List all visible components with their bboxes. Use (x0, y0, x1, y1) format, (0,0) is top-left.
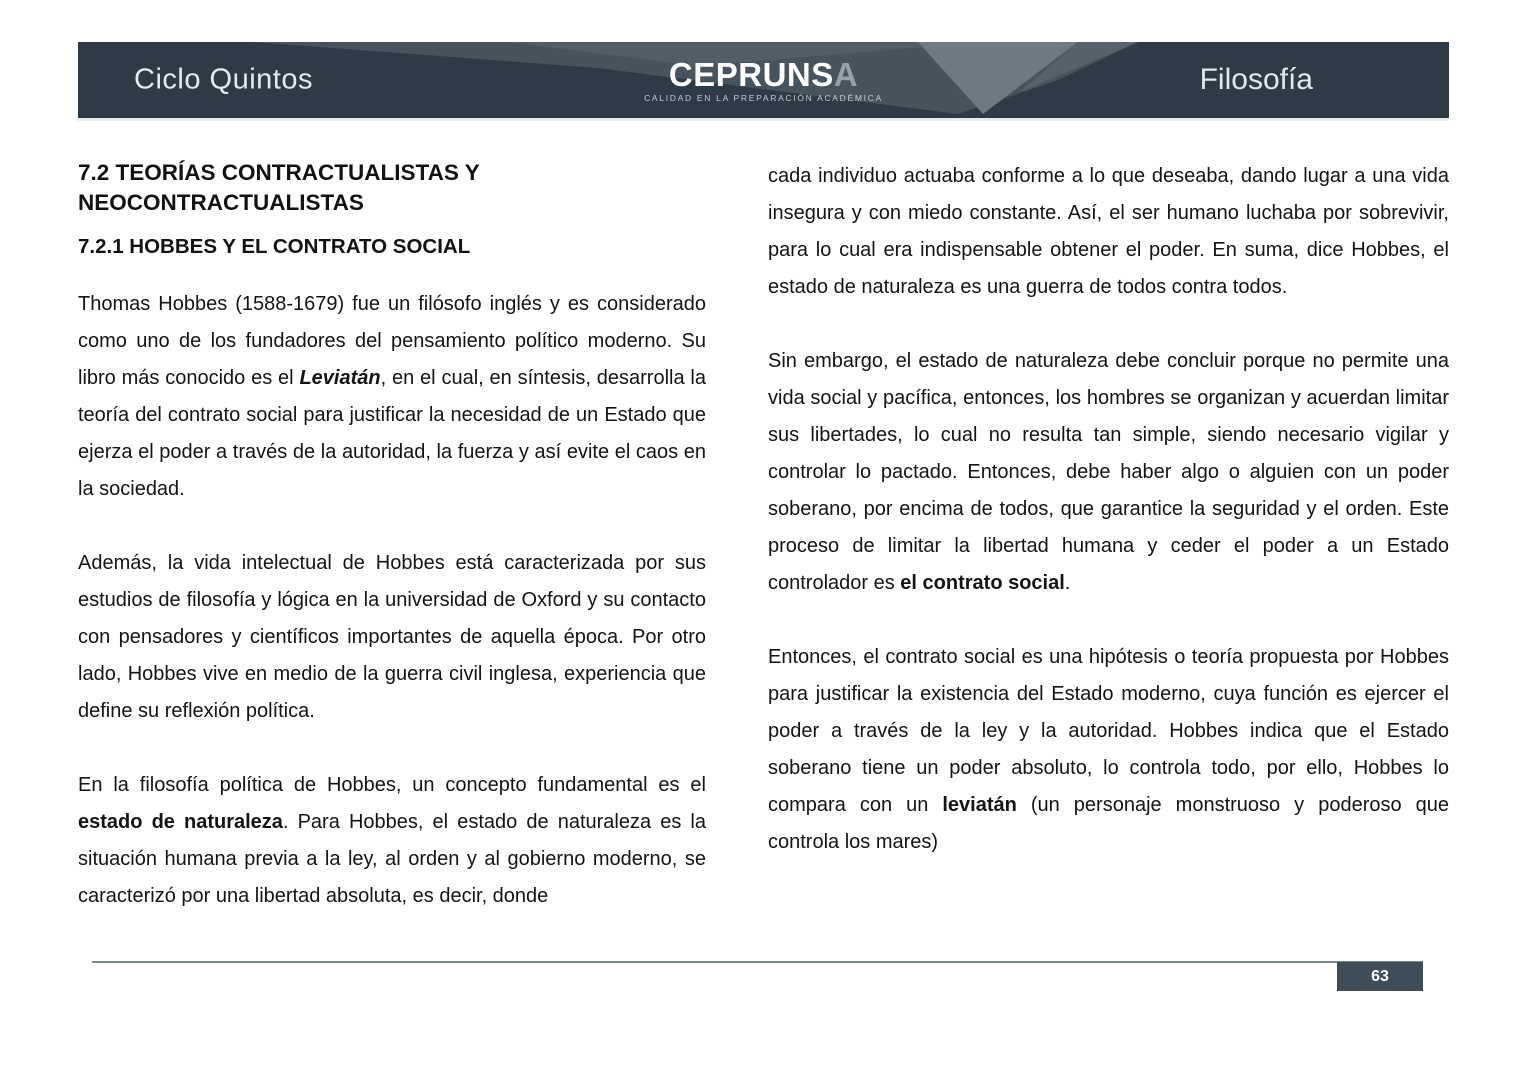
page-number-badge (1337, 962, 1423, 991)
ceprunsa-logo (644, 55, 883, 103)
left-column (78, 158, 706, 915)
paragraph: Thomas Hobbes (1588-1679) fue un filósofo inglés y es considerado como uno de los fundadores del pensamiento político moderno. Su libro más conocido es el Leviatán, en el cual, en síntesis, desarrolla la teoría del contrato social para justificar la necesidad de un Estado que ejerza el poder a través de la autoridad, la fuerza y así evite el caos en la sociedad. (78, 293, 706, 501)
section-heading: 7.2 TEORÍAS CONTRACTUALISTAS Y NEOCONTRACTUALISTAS (78, 160, 480, 215)
header-banner (78, 42, 1449, 118)
paragraph: cada individuo actuaba conforme a lo que deseaba, dando lugar a una vida insegura y con miedo constante. Así, el ser humano luchaba por sobrevivir, para lo cual era indispensable obtener el poder. En suma, dice Hobbes, el estado de naturaleza es una guerra de todos contra todos. (768, 165, 1449, 298)
header-left-title: Ciclo Quintos (134, 63, 313, 96)
left-column-paragraphs (78, 286, 706, 915)
logo-tagline: CALIDAD EN LA PREPARACIÓN ACADÉMICA (644, 92, 883, 103)
header-right-title: Filosofía (1199, 63, 1313, 96)
paragraph: Sin embargo, el estado de naturaleza debe concluir porque no permite una vida social y pacífica, entonces, los hombres se organizan y acuerdan limitar sus libertades, lo cual no resulta tan simple, siendo necesario vigilar y controlar lo pactado. Entonces, debe haber algo o alguien con un poder soberano, por encima de todos, que garantice la seguridad y el orden. Este proceso de limitar la libertad humana y ceder el poder a un Estado controlador es el contrato social. (768, 350, 1449, 594)
header-underline (78, 118, 1449, 121)
logo-text-accent: A (833, 55, 859, 93)
paragraph: En la filosofía política de Hobbes, un concepto fundamental es el estado de naturaleza. Para Hobbes, el estado de naturaleza es la situación humana previa a la ley, al orden y al gobierno moderno, se caracterizó por una libertad absoluta, es decir, donde (78, 774, 706, 908)
right-column (768, 158, 1449, 861)
logo-wordmark (644, 55, 883, 93)
page-number: 63 (1371, 967, 1389, 985)
right-column-paragraphs (768, 158, 1449, 861)
footer-rule (92, 961, 1423, 963)
logo-text-main: CEPRUNS (668, 55, 834, 93)
paragraph: Además, la vida intelectual de Hobbes está caracterizada por sus estudios de filosofía y lógica en la universidad de Oxford y su contacto con pensadores y científicos importantes de aquella época. Por otro lado, Hobbes vive en medio de la guerra civil inglesa, experiencia que define su reflexión política. (78, 552, 706, 723)
paragraph: Entonces, el contrato social es una hipótesis o teoría propuesta por Hobbes para justificar la existencia del Estado moderno, cuya función es ejercer el poder a través de la ley y la autoridad. Hobbes indica que el Estado soberano tiene un poder absoluto, lo controla todo, por ello, Hobbes lo compara con un leviatán (un personaje monstruoso y poderoso que controla los mares) (768, 646, 1449, 853)
sub-heading: 7.2.1 HOBBES Y EL CONTRATO SOCIAL (78, 234, 471, 258)
document-body (78, 158, 1449, 915)
